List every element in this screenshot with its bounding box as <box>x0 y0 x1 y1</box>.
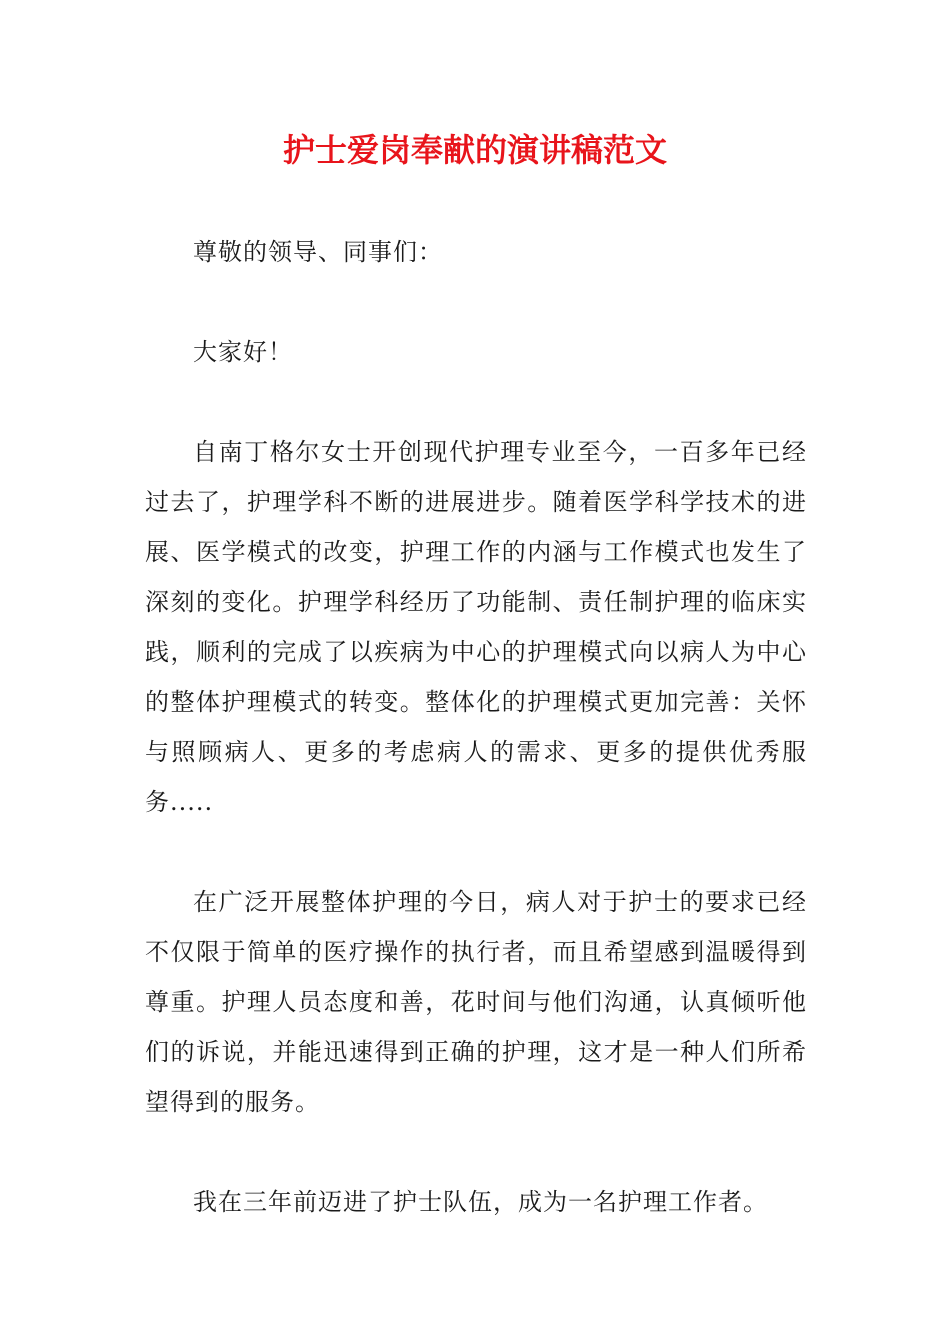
paragraph-patient-needs: 在广泛开展整体护理的今日，病人对于护士的要求已经不仅限于简单的医疗操作的执行者，而且希望感到温暖得到尊重。护理人员态度和善，花时间与他们沟通，认真倾听他们的诉说，并能迅速得到正确的护理，这才是一种人们所希望得到的服务。 <box>145 888 807 1116</box>
paragraph-personal: 我在三年前迈进了护士队伍，成为一名护理工作者。 <box>193 1188 768 1216</box>
document-title: 护士爱岗奉献的演讲稿范文 <box>282 131 667 169</box>
document-body <box>145 227 807 1227</box>
paragraph-salutation: 尊敬的领导、同事们： <box>193 238 443 266</box>
paragraph-history: 自南丁格尔女士开创现代护理专业至今，一百多年已经过去了，护理学科不断的进展进步。随着医学科学技术的进展、医学模式的改变，护理工作的内涵与工作模式也发生了深刻的变化。护理学科经历了功能制、责任制护理的临床实践，顺利的完成了以疾病为中心的护理模式向以病人为中心的整体护理模式的转变。整体化的护理模式更加完善：关怀与照顾病人、更多的考虑病人的需求、更多的提供优秀服务..... <box>145 438 807 816</box>
paragraph-greeting: 大家好！ <box>193 338 293 366</box>
